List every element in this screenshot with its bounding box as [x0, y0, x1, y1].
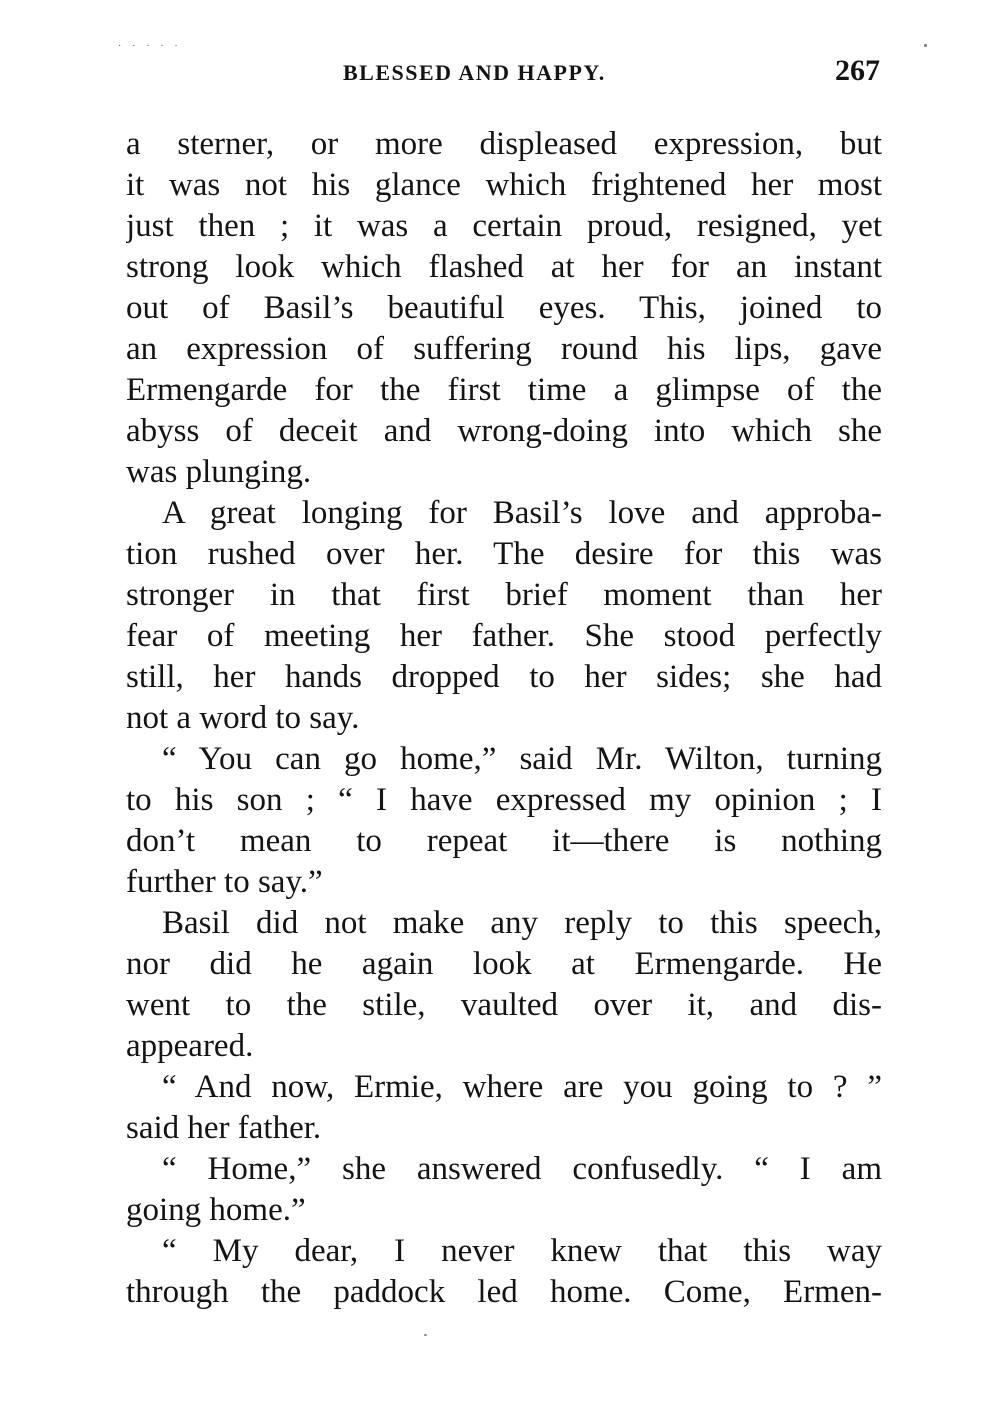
text-line: out of Basil’s beautiful eyes. This, joined to	[126, 290, 882, 326]
text-line: “ My dear, I never knew that this way	[162, 1233, 882, 1269]
text-line: don’t mean to repeat it—there is nothing	[126, 823, 882, 859]
text-line: still, her hands dropped to her sides; she had	[126, 659, 882, 695]
text-line: a sterner, or more displeased expression, but	[126, 126, 882, 162]
text-line: appeared.	[126, 1028, 254, 1064]
page-number: 267	[835, 54, 880, 87]
text-line: went to the stile, vaulted over it, and dis-	[126, 987, 882, 1023]
text-line: “ You can go home,” said Mr. Wilton, turning	[162, 741, 882, 777]
print-speck	[424, 1334, 427, 1336]
text-line: Basil did not make any reply to this speech,	[162, 905, 882, 941]
text-line: fear of meeting her father. She stood perfectly	[126, 618, 882, 654]
text-line: said her father.	[126, 1110, 322, 1146]
text-line: tion rushed over her. The desire for this was	[126, 536, 882, 572]
print-speck	[924, 44, 927, 47]
text-line: A great longing for Basil’s love and approba-	[162, 495, 882, 531]
text-line: was plunging.	[126, 454, 312, 490]
text-line: it was not his glance which frightened her most	[126, 167, 882, 203]
text-line: through the paddock led home. Come, Ermen-	[126, 1274, 882, 1310]
text-line: nor did he again look at Ermengarde. He	[126, 946, 882, 982]
text-line: an expression of suffering round his lips, gave	[126, 331, 882, 367]
text-line: “ Home,” she answered confusedly. “ I am	[162, 1151, 882, 1187]
text-line: strong look which flashed at her for an instant	[126, 249, 882, 285]
text-line: “ And now, Ermie, where are you going to ? ”	[162, 1069, 882, 1105]
text-line: not a word to say.	[126, 700, 360, 736]
text-line: to his son ; “ I have expressed my opinion ; I	[126, 782, 882, 818]
running-head: BLESSED AND HAPPY.	[343, 60, 606, 85]
text-line: just then ; it was a certain proud, resigned, yet	[126, 208, 882, 244]
text-line: abyss of deceit and wrong-doing into which she	[126, 413, 882, 449]
text-line: stronger in that first brief moment than her	[126, 577, 882, 613]
body-text	[126, 124, 882, 1313]
print-specks: · · · · ·	[118, 40, 182, 51]
text-line: going home.”	[126, 1192, 306, 1228]
page-header	[128, 54, 880, 98]
text-line: Ermengarde for the first time a glimpse of the	[126, 372, 882, 408]
text-line: further to say.”	[126, 864, 323, 900]
